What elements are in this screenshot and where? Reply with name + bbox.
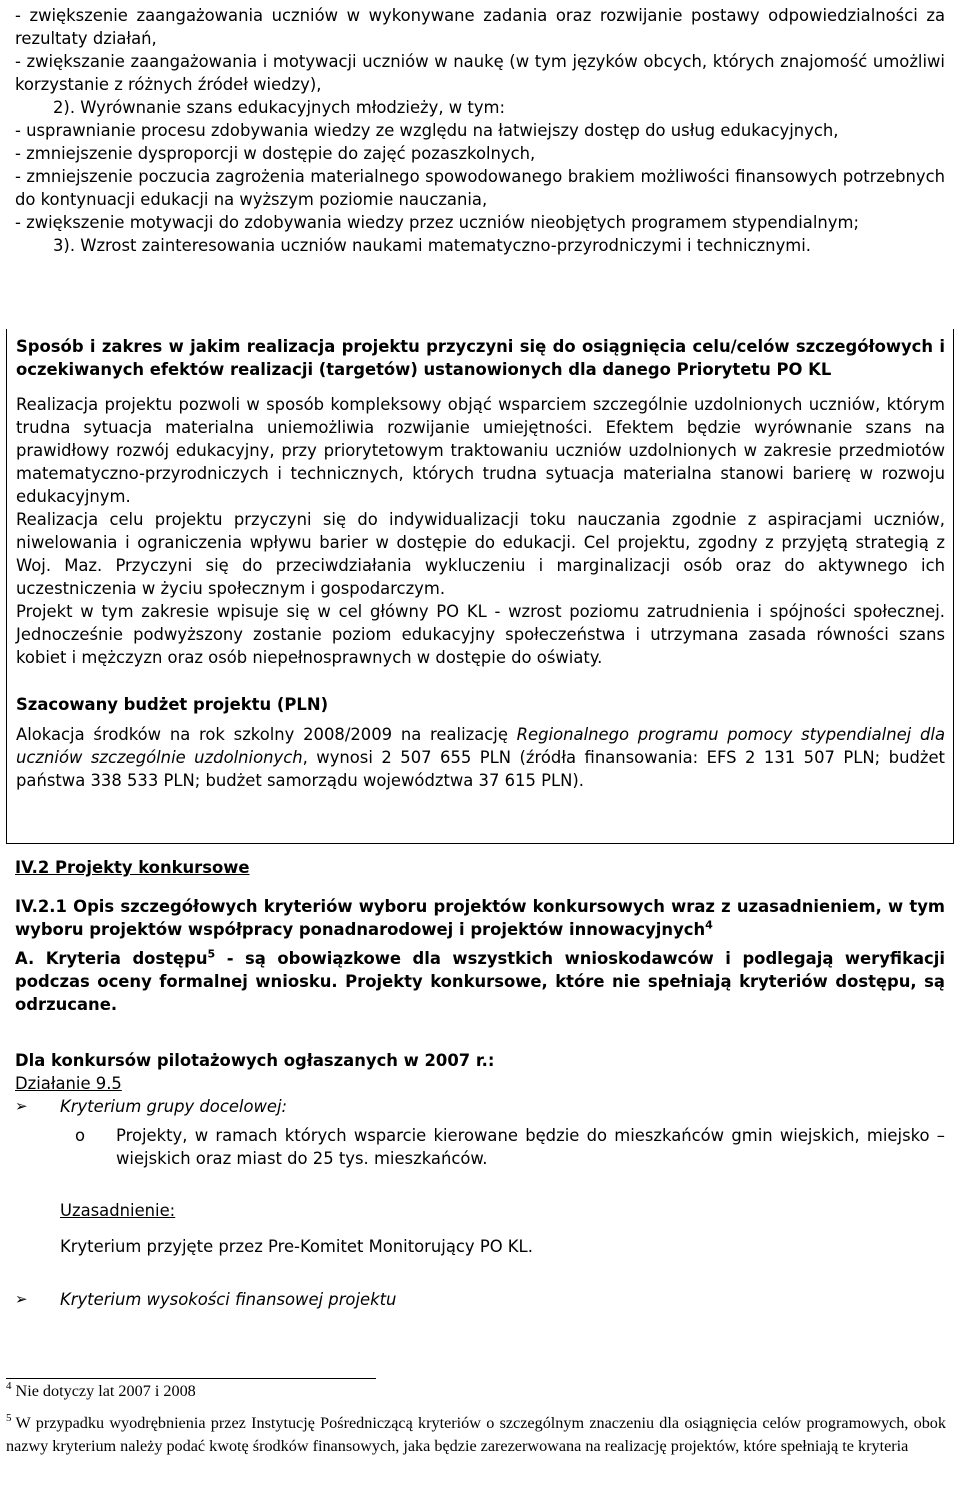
subsection-title-text: IV.2.1 Opis szczegółowych kryteriów wyboru projektów konkursowych wraz z uzasadnieniem, w tym wyboru projektów współpracy ponadnarodowej i projektów innowacyjnych	[15, 897, 945, 939]
list-line: - zmniejszenie dysproporcji w dostępie do zajęć pozaszkolnych,	[15, 144, 536, 163]
list-line: - zwiększenie motywacji do zdobywania wiedzy przez uczniów nieobjętych programem stypendialnym;	[15, 213, 859, 232]
footnotes	[6, 1380, 946, 1458]
box-paragraph: Realizacja celu projektu przyczyni się do indywidualizacji toku nauczania zgodnie z aspiracjami uczniów, niwelowania i ograniczenia wpływu barier w dostępie do edukacji. Cel projektu, zgodny z przyjętą strategią z Woj. Maz. Przyczyni się do przeciwdziałania wykluczeniu i marginalizacji osób oraz do aktywnego ich uczestniczenia w życiu społecznym i gospodarczym.	[16, 510, 945, 598]
box-heading: Sposób i zakres w jakim realizacja projektu przyczyni się do osiągnięcia celu/celów szczegółowych i oczekiwanych efektów realizacji (targetów) ustanowionych dla danego Priorytetu PO KL	[16, 337, 945, 379]
section-title: IV.2 Projekty konkursowe	[15, 858, 250, 877]
justification-text: Kryterium przyjęte przez Pre-Komitet Monitorujący PO KL.	[60, 1237, 533, 1256]
footnote-ref-5[interactable]: 5	[207, 947, 216, 961]
list-line: - zwiększanie zaangażowania i motywacji uczniów w naukę (w tym języków obcych, których znajomość umożliwi korzystanie z różnych źródeł wiedzy),	[15, 52, 945, 94]
bullet-financial	[15, 1288, 945, 1311]
budget-paragraph	[16, 723, 945, 792]
footnote-4	[6, 1380, 946, 1403]
arrow-bullet-icon: ➢	[15, 1097, 28, 1115]
section-iv2	[15, 856, 945, 1311]
budget-heading: Szacowany budżet projektu (PLN)	[16, 695, 329, 714]
effects-box	[6, 329, 954, 844]
footnote-divider	[6, 1378, 376, 1379]
top-section	[15, 4, 945, 257]
criteria-a-label: A. Kryteria dostępu	[15, 949, 208, 968]
criteria-a	[15, 947, 945, 1016]
bullet-target-group	[15, 1095, 945, 1118]
box-paragraph: Projekt w tym zakresie wpisuje się w cel główny PO KL - wzrost poziomu zatrudnienia i spójności społecznej. Jednocześnie podwyższony zostanie poziom edukacyjny społeczeństwa i utrzymana zasada równości szans kobiet i mężczyzn oraz osób niepełnosprawnych w dostępie do oświaty.	[16, 602, 945, 667]
footnote-ref-4[interactable]: 4	[705, 918, 713, 932]
circle-bullet-icon: o	[75, 1126, 86, 1145]
action-label: Działanie 9.5	[15, 1074, 122, 1093]
box-paragraph: Realizacja projektu pozwoli w sposób kompleksowy objąć wsparciem szczególnie uzdolnionych uczniów, którym trudna sytuacja materialna uniemożliwia rozwijanie umiejętności. Efektem będzie wyrównanie szans na prawidłowy rozwój edukacyjny, przy priorytetowym traktowaniu uczniów uzdolnionych w zakresie przedmiotów matematyczno-przyrodniczych i technicznych, których trudna sytuacja materialna stanowi barierę w rozwoju edukacyjnym.	[16, 395, 945, 506]
list-line: - zmniejszenie poczucia zagrożenia materialnego spowodowanego brakiem możliwości finansowych potrzebnych do kontynuacji edukacji na wyższym poziomie nauczania,	[15, 167, 945, 209]
budget-post: , wynosi 2 507 655 PLN (źródła finansowania: EFS 2 131 507 PLN; budżet państwa 338 533 PLN; budżet samorządu województwa 37 615 PLN).	[16, 748, 945, 790]
footnote-number: 5	[6, 1412, 12, 1424]
bullet-label: Kryterium wysokości finansowej projektu	[60, 1290, 397, 1309]
footnote-number: 4	[6, 1380, 12, 1392]
footnote-5	[6, 1412, 946, 1458]
item-3-heading: 3). Wzrost zainteresowania uczniów naukami matematyczno-przyrodniczymi i technicznymi.	[53, 236, 812, 255]
sub-item	[15, 1124, 945, 1170]
criteria-a-text: - są obowiązkowe dla wszystkich wnioskodawców i podlegają weryfikacji podczas oceny formalnej wniosku. Projekty konkursowe, które nie spełniają kryteriów dostępu, są odrzucane.	[15, 949, 945, 1014]
bullet-label: Kryterium grupy docelowej:	[60, 1097, 288, 1116]
item-2-heading: 2). Wyrównanie szans edukacyjnych młodzieży, w tym:	[53, 98, 506, 117]
sub-item-text: Projekty, w ramach których wsparcie kierowane będzie do mieszkańców gmin wiejskich, miejsko – wiejskich oraz miast do 25 tys. mieszkańców.	[116, 1126, 945, 1168]
pilot-heading: Dla konkursów pilotażowych ogłaszanych w 2007 r.:	[15, 1051, 495, 1070]
program-name: Regionalnego programu pomocy stypendialnej dla uczniów szczególnie uzdolnionych	[16, 725, 945, 767]
footnote-text: Nie dotyczy lat 2007 i 2008	[15, 1382, 196, 1400]
footnote-text: W przypadku wyodrębnienia przez Instytucję Pośredniczącą kryteriów o szczególnym znaczeniu dla osiągnięcia celów programowych, obok nazwy kryterium należy podać kwotę środków finansowych, jaka będzie zarezerwowana na realizację projektów, które spełniają te kryteria	[6, 1414, 946, 1455]
subsection-title	[15, 895, 945, 941]
arrow-bullet-icon: ➢	[15, 1290, 28, 1308]
justification-label: Uzasadnienie:	[60, 1201, 176, 1220]
budget-pre: Alokacja środków na rok szkolny 2008/2009 na realizację	[16, 725, 517, 744]
list-line: - usprawnianie procesu zdobywania wiedzy ze względu na łatwiejszy dostęp do usług edukacyjnych,	[15, 121, 839, 140]
list-line: - zwiększenie zaangażowania uczniów w wykonywane zadania oraz rozwijanie postawy odpowiedzialności za rezultaty działań,	[15, 6, 945, 48]
